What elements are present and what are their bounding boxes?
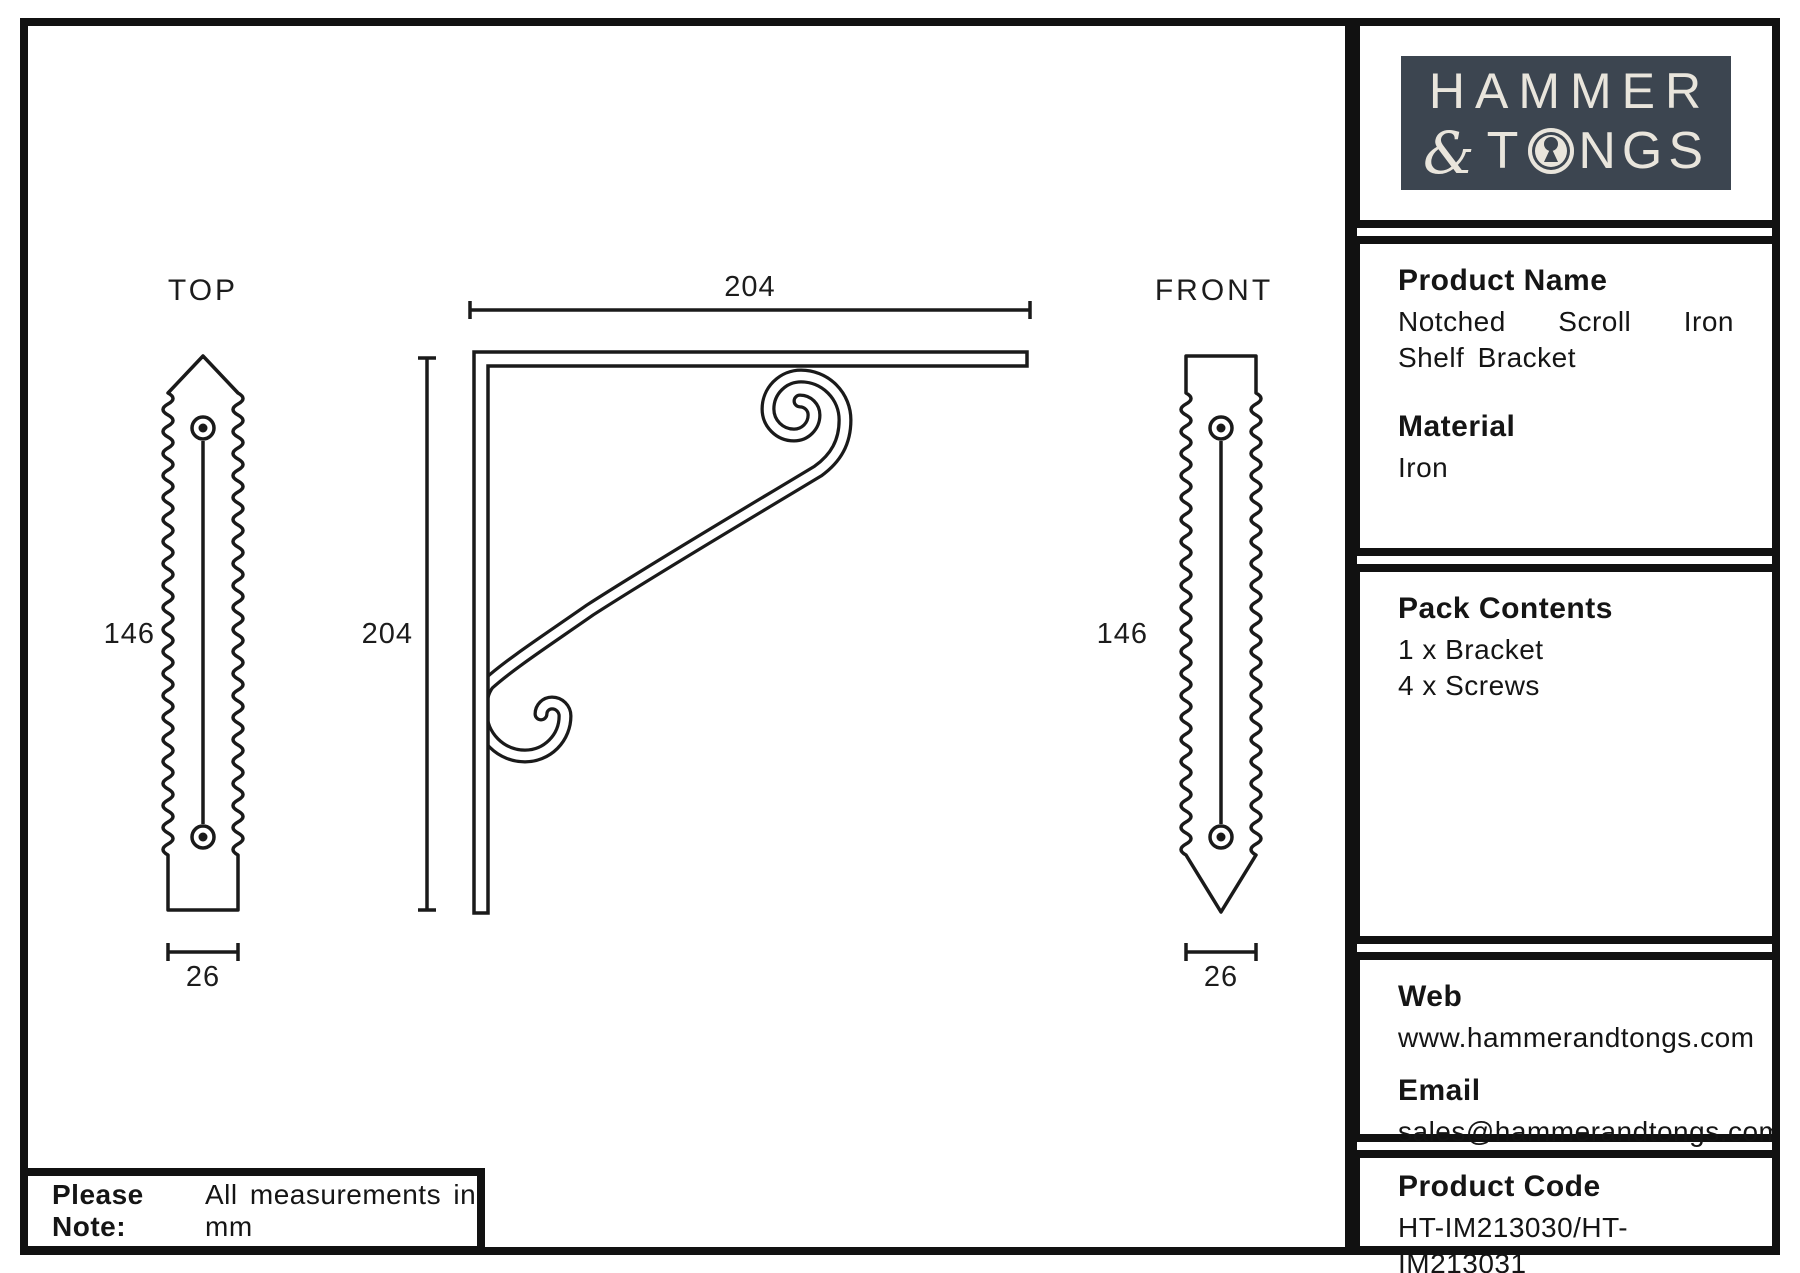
product-code-label: Product Code (1398, 1170, 1601, 1203)
logo-ampersand: & (1422, 119, 1481, 187)
dim-label-width: 204 (724, 271, 776, 303)
front-view-label: FRONT (1154, 274, 1274, 307)
pack-item: 1 x Bracket (1398, 634, 1544, 665)
pack-item: 4 x Screws (1398, 670, 1540, 701)
pack-contents-box (1352, 564, 1780, 944)
product-name-label: Product Name (1398, 264, 1608, 297)
product-name-value: Notched Scroll Iron Shelf Bracket (1398, 306, 1734, 373)
bracket-side-drawing (474, 352, 1027, 913)
dim-label-front-length: 146 (1096, 618, 1148, 650)
material-label: Material (1398, 410, 1516, 443)
dim-line-top-26 (168, 943, 238, 961)
hammer-and-tongs-logo (1401, 56, 1731, 190)
note-label: Please Note: (52, 1179, 144, 1242)
dim-label-height: 204 (361, 618, 413, 650)
email-label: Email (1398, 1074, 1481, 1107)
measurements-note-box (20, 1168, 485, 1254)
product-info-box (1352, 236, 1780, 556)
keyhole-icon (1528, 128, 1574, 174)
dim-line-height-204 (418, 358, 436, 910)
dim-line-front-26 (1186, 943, 1256, 961)
dim-label-top-width: 26 (185, 961, 221, 993)
front-view-drawing (1181, 356, 1261, 912)
dim-line-width-204 (470, 301, 1030, 319)
logo-text-hammer: HAMMER (1428, 63, 1712, 119)
dimension-lines (168, 301, 1256, 961)
top-view-drawing (163, 356, 243, 910)
contact-box (1352, 952, 1783, 1147)
product-code-value: HT-IM213030/HT-IM213031 (1398, 1212, 1629, 1273)
product-code-box (1352, 1150, 1780, 1273)
note-text: All measurements in mm (205, 1179, 477, 1242)
email-address: sales@hammerandtongs.com (1398, 1116, 1783, 1147)
dim-label-front-width: 26 (1203, 961, 1239, 993)
material-value: Iron (1398, 452, 1449, 483)
pack-contents-label: Pack Contents (1398, 592, 1613, 625)
logo-box (1352, 18, 1780, 228)
dim-label-top-length: 146 (103, 618, 155, 650)
logo-text-tongs: & T NGS (1422, 119, 1710, 187)
top-view-label: TOP (167, 274, 239, 307)
web-label: Web (1398, 980, 1463, 1013)
web-url: www.hammerandtongs.com (1398, 1022, 1755, 1053)
